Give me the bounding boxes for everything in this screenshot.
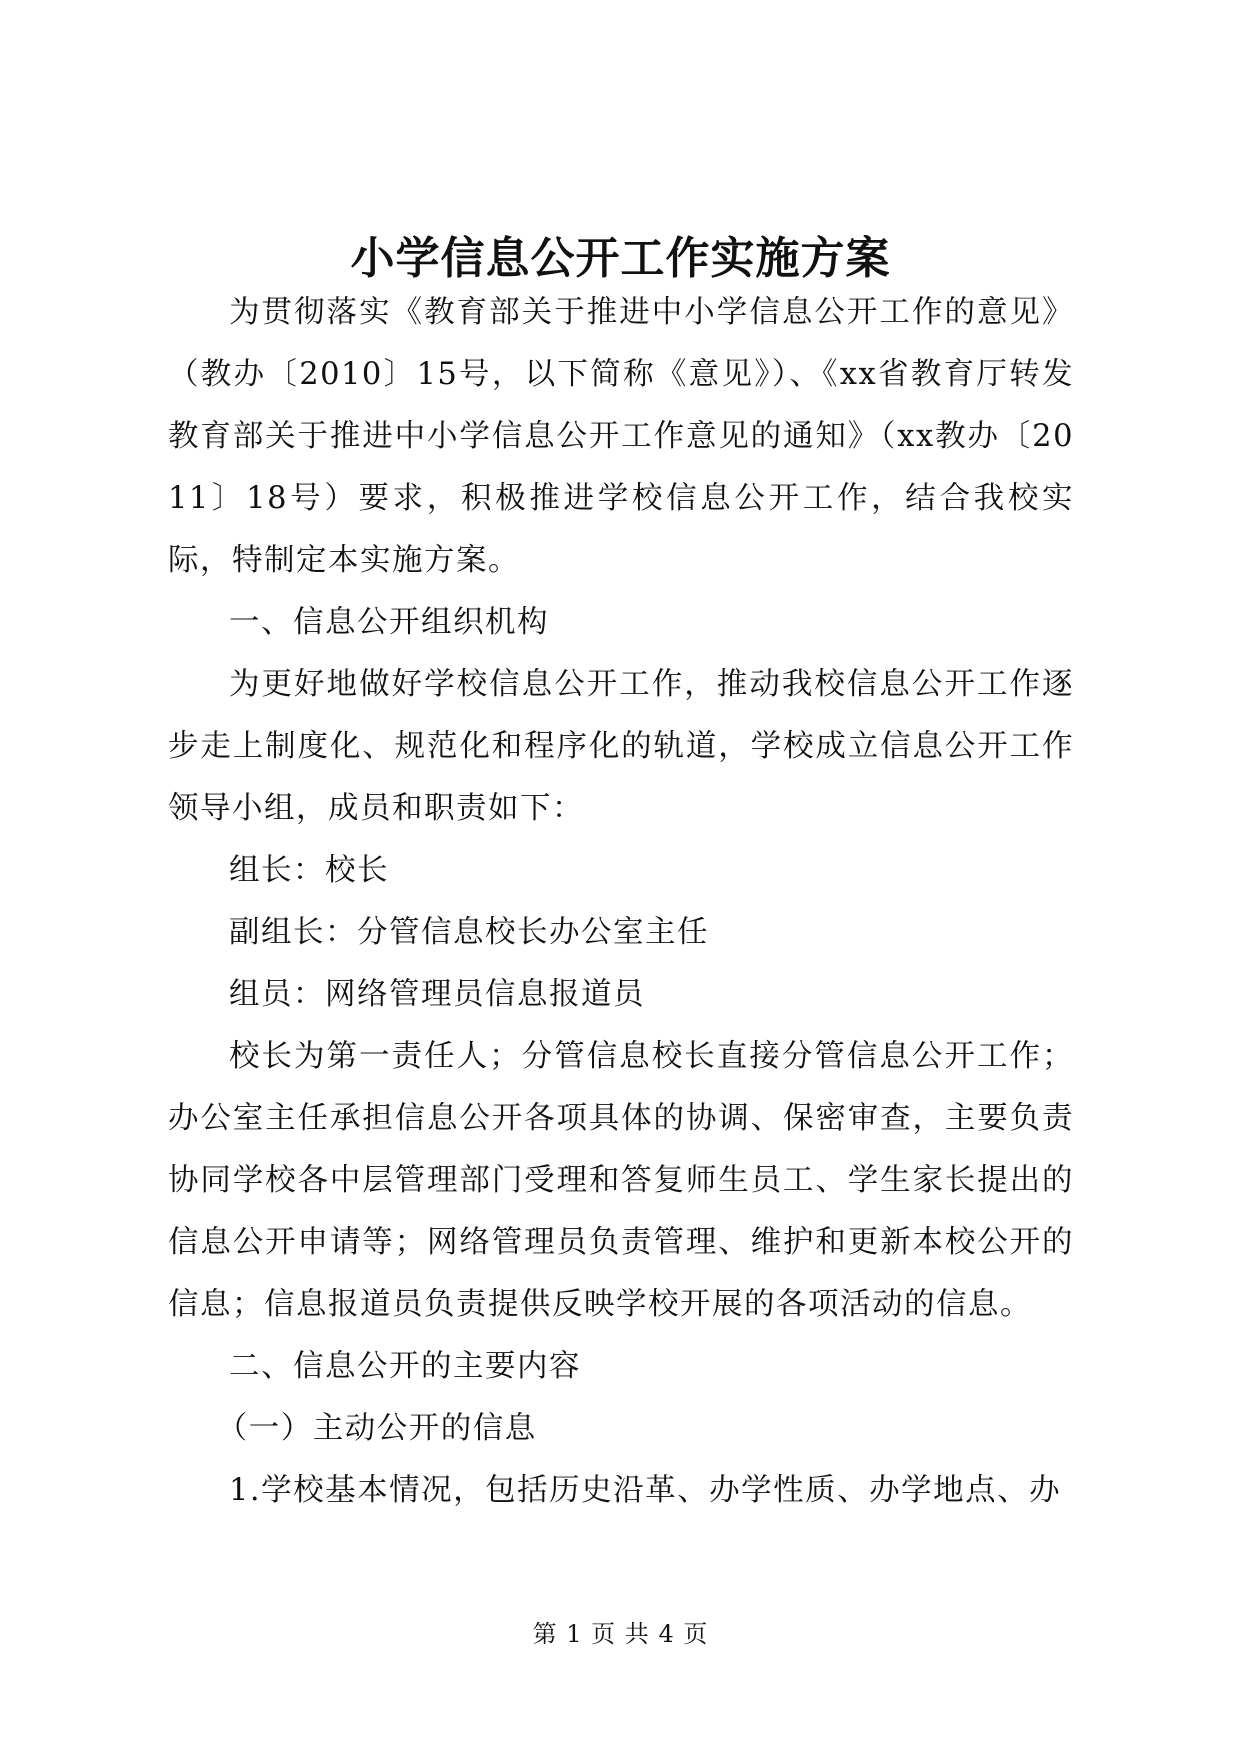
responsibilities-paragraph: 校长为第一责任人；分管信息校长直接分管信息公开工作；办公室主任承担信息公开各项具体的协调、保密审查，主要负责协同学校各中层管理部门受理和答复师生员工、学生家长提出的信息公开申请等；网络管理员负责管理、维护和更新本校公开的信息；信息报道员负责提供反映学校开展的各项活动的信息。	[168, 1039, 1074, 1322]
section-heading-organization: 一、信息公开组织机构	[229, 605, 549, 640]
page-footer	[0, 1614, 1241, 1649]
document-title: 小学信息公开工作实施方案	[350, 233, 891, 284]
deputy-leader-line: 副组长：分管信息校长办公室主任	[229, 915, 709, 950]
organization-paragraph: 为更好地做好学校信息公开工作，推动我校信息公开工作逐步走上制度化、规范化和程序化的轨道，学校成立信息公开工作领导小组，成员和职责如下：	[168, 667, 1074, 826]
section-heading-content: 二、信息公开的主要内容	[229, 1349, 581, 1384]
leader-line: 组长：校长	[229, 853, 389, 888]
subsection-heading-active: （一）主动公开的信息	[216, 1411, 537, 1446]
intro-paragraph: 为贯彻落实《教育部关于推进中小学信息公开工作的意见》（教办〔2010〕15号，以下简称《意见》）、《xx省教育厅转发教育部关于推进中小学信息公开工作意见的通知》（xx教办〔2011〕18号）要求，积极推进学校信息公开工作，结合我校实际，特制定本实施方案。	[168, 295, 1074, 578]
members-line: 组员：网络管理员信息报道员	[229, 977, 645, 1012]
list-item-basic-info: 1.学校基本情况，包括历史沿革、办学性质、办学地点、办	[229, 1473, 1062, 1508]
document-body	[168, 282, 1074, 1522]
page-number-label: 第 1 页 共 4 页	[532, 1620, 709, 1648]
